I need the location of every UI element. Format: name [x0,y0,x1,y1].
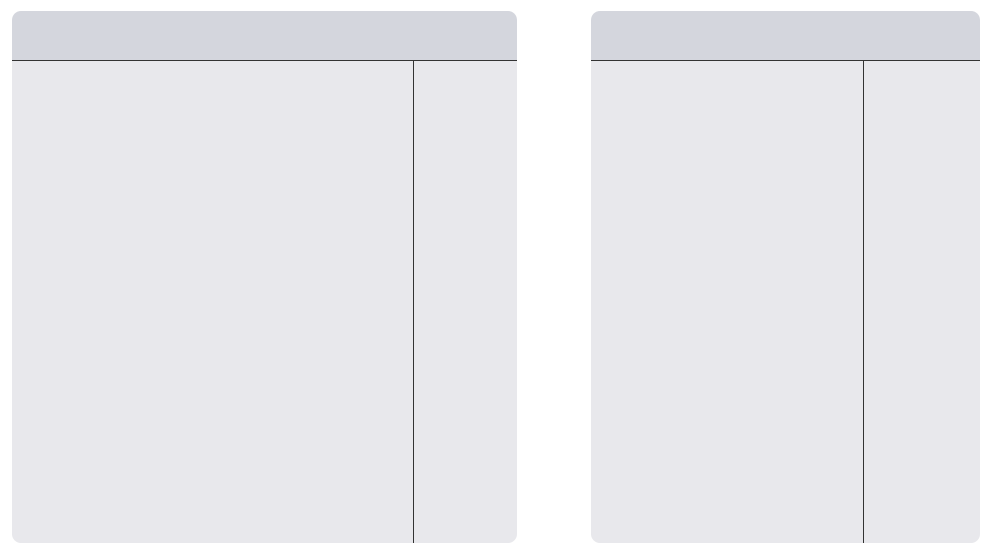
breakdown-header [591,11,980,60]
area-calculations-summary-panel [12,11,517,543]
living-area-breakdown-panel [591,11,980,543]
breakdown-column-divider [863,60,864,543]
summary-header-divider [12,60,517,61]
summary-header [12,11,517,60]
summary-column-divider [413,60,414,543]
breakdown-header-divider [591,60,980,61]
